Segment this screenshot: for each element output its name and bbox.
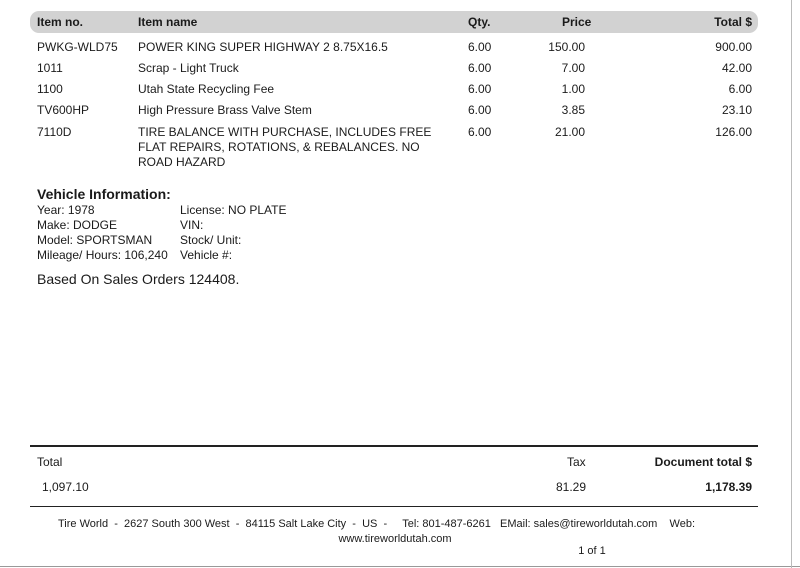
header-item-name: Item name [138, 15, 198, 29]
row-3-qty: 6.00 [468, 82, 492, 96]
row-4-price: 3.85 [561, 103, 585, 117]
page-right-edge [791, 0, 792, 568]
company-footer-line: Tire World - 2627 South 300 West - 84115 Salt Lake City - US - Tel: 801-487-6261 EMail: sales@tireworldutah.com Web: [58, 518, 696, 530]
row-2-qty: 6.00 [468, 61, 492, 75]
row-3-item-name: Utah State Recycling Fee [138, 82, 275, 96]
row-5-item-name-line-1: TIRE BALANCE WITH PURCHASE, INCLUDES FREE [138, 125, 432, 139]
document-total-value: 1,178.39 [705, 480, 752, 494]
sales-order-note: Based On Sales Orders 124408. [37, 271, 240, 287]
row-1-item-name: POWER KING SUPER HIGHWAY 2 8.75X16.5 [138, 40, 388, 54]
row-4-item-no: TV600HP [37, 103, 90, 117]
row-4-item-name: High Pressure Brass Valve Stem [138, 103, 312, 117]
page-number: 1 of 1 [578, 545, 606, 557]
tax-label: Tax [567, 455, 586, 469]
row-2-price: 7.00 [561, 61, 585, 75]
total-value: 1,097.10 [42, 480, 89, 494]
vehicle-year: Year: 1978 [37, 203, 95, 217]
vehicle-license: License: NO PLATE [180, 203, 287, 217]
row-2-item-no: 1011 [37, 61, 63, 75]
document-total-label: Document total $ [654, 455, 752, 469]
vehicle-vin: VIN: [180, 218, 204, 232]
row-5-price: 21.00 [554, 125, 585, 139]
header-total: Total $ [714, 15, 752, 29]
vehicle-make: Make: DODGE [37, 218, 118, 232]
row-3-price: 1.00 [561, 82, 585, 96]
row-4-total: 23.10 [721, 103, 752, 117]
totals-bottom-rule [30, 506, 758, 507]
header-qty: Qty. [468, 15, 491, 29]
row-1-price: 150.00 [548, 40, 585, 54]
totals-top-rule [30, 445, 758, 447]
tax-value: 81.29 [556, 480, 587, 494]
row-3-total: 6.00 [728, 82, 752, 96]
header-price: Price [562, 15, 592, 29]
header-item-no: Item no. [37, 15, 84, 29]
page-bottom-edge [0, 566, 800, 567]
row-3-item-no: 1100 [37, 82, 63, 96]
vehicle-mileage: Mileage/ Hours: 106,240 [37, 248, 168, 262]
total-label: Total [37, 455, 63, 469]
row-5-total: 126.00 [715, 125, 752, 139]
row-5-qty: 6.00 [468, 125, 492, 139]
vehicle-model: Model: SPORTSMAN [37, 233, 153, 247]
row-1-qty: 6.00 [468, 40, 492, 54]
row-1-item-no: PWKG-WLD75 [37, 40, 118, 54]
vehicle-number: Vehicle #: [180, 248, 233, 262]
row-4-qty: 6.00 [468, 103, 492, 117]
company-website: www.tireworldutah.com [338, 533, 452, 545]
row-2-item-name: Scrap - Light Truck [138, 61, 239, 75]
row-5-item-name-line-3: ROAD HAZARD [138, 155, 226, 169]
row-1-total: 900.00 [715, 40, 752, 54]
row-2-total: 42.00 [721, 61, 752, 75]
vehicle-stock-unit: Stock/ Unit: [180, 233, 242, 247]
row-5-item-name-line-2: FLAT REPAIRS, ROTATIONS, & REBALANCES. NO [138, 140, 420, 154]
vehicle-info-title: Vehicle Information: [37, 186, 171, 202]
row-5-item-no: 7110D [37, 125, 72, 139]
